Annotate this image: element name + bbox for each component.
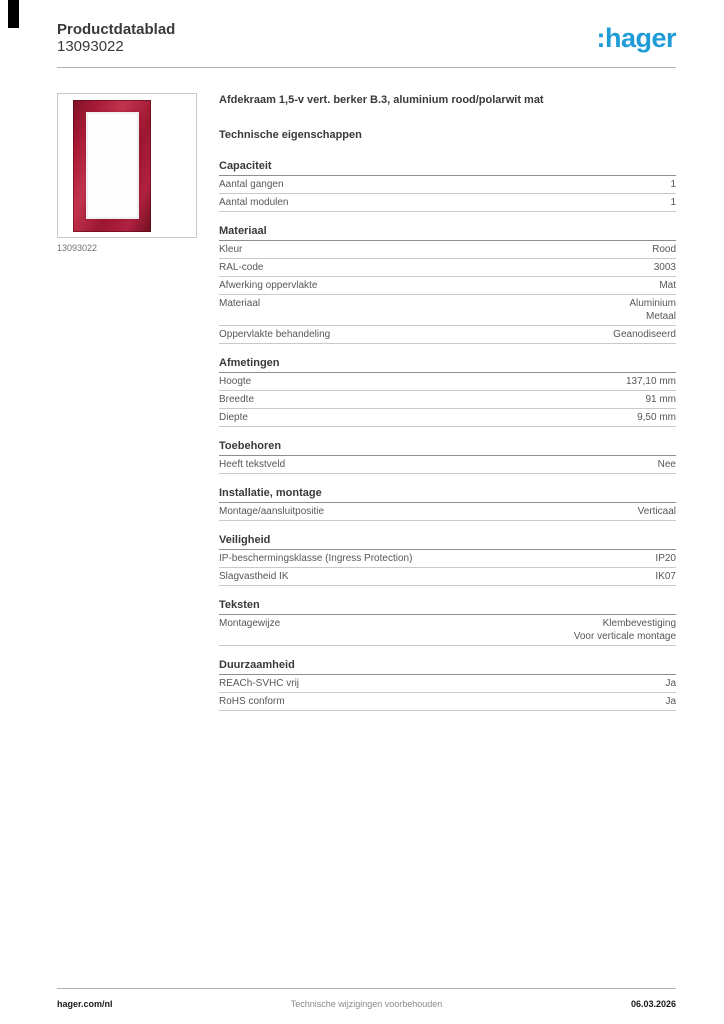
tech-properties-heading: Technische eigenschappen — [219, 129, 362, 141]
spec-section — [219, 659, 676, 711]
section-title: Toebehoren — [219, 440, 676, 456]
spec-section — [219, 440, 676, 474]
section-title: Installatie, montage — [219, 487, 676, 503]
product-title: Afdekraam 1,5-v vert. berker B.3, aluminium rood/polarwit mat — [219, 94, 544, 106]
spec-label: Heeft tekstveld — [219, 459, 286, 470]
spec-value-line: 1 — [670, 179, 676, 190]
spec-value-line: Nee — [657, 459, 676, 470]
spec-label: Materiaal — [219, 298, 261, 309]
print-registration-mark — [8, 0, 19, 28]
spec-value-line: 137,10 mm — [625, 376, 676, 387]
spec-row — [219, 503, 676, 521]
spec-row — [219, 615, 676, 646]
spec-value — [261, 375, 676, 388]
spec-section — [219, 534, 676, 586]
spec-label: Montage/aansluitpositie — [219, 506, 325, 517]
spec-row — [219, 176, 676, 194]
footer-divider — [57, 988, 676, 989]
spec-row — [219, 326, 676, 344]
spec-value — [327, 279, 676, 292]
page-header — [57, 21, 676, 55]
spec-value — [273, 261, 676, 274]
spec-row — [219, 675, 676, 693]
spec-label: REACh-SVHC vrij — [219, 678, 300, 689]
product-image — [57, 93, 197, 238]
spec-value — [252, 243, 676, 256]
spec-row — [219, 391, 676, 409]
spec-row — [219, 568, 676, 586]
spec-label: RAL-code — [219, 262, 264, 273]
spec-label: RoHS conform — [219, 696, 285, 707]
spec-sections — [219, 160, 676, 711]
spec-value-line: Ja — [665, 678, 676, 689]
section-title: Afmetingen — [219, 357, 676, 373]
spec-section — [219, 487, 676, 521]
footer-website: hager.com/nl — [57, 999, 113, 1009]
spec-value — [270, 297, 676, 323]
spec-row — [219, 693, 676, 711]
spec-value — [340, 328, 676, 341]
spec-section — [219, 357, 676, 427]
page-title: Productdatablad — [57, 21, 176, 38]
spec-row — [219, 259, 676, 277]
hager-logo: :hager — [596, 23, 676, 53]
spec-value-line: 9,50 mm — [637, 412, 676, 423]
spec-content — [219, 94, 676, 724]
spec-row — [219, 409, 676, 427]
spec-section — [219, 160, 676, 212]
spec-value — [309, 677, 676, 690]
spec-row — [219, 194, 676, 212]
section-title: Teksten — [219, 599, 676, 615]
red-cover-frame-photo — [73, 100, 151, 232]
spec-value-line: 3003 — [653, 262, 676, 273]
product-image-caption: 13093022 — [57, 243, 98, 253]
spec-row — [219, 373, 676, 391]
spec-label: Kleur — [219, 244, 243, 255]
spec-value — [299, 570, 677, 583]
spec-value — [422, 552, 676, 565]
section-title: Capaciteit — [219, 160, 676, 176]
spec-label: IP-beschermingsklasse (Ingress Protection) — [219, 553, 413, 564]
spec-label: Aantal gangen — [219, 179, 284, 190]
spec-value — [294, 178, 676, 191]
spec-label: Afwerking oppervlakte — [219, 280, 318, 291]
spec-label: Diepte — [219, 412, 248, 423]
spec-value — [299, 196, 677, 209]
spec-label: Hoogte — [219, 376, 252, 387]
spec-row — [219, 241, 676, 259]
spec-label: Breedte — [219, 394, 255, 405]
spec-row — [219, 277, 676, 295]
spec-section — [219, 599, 676, 646]
spec-value — [290, 617, 676, 643]
frame-inner-cutout — [86, 112, 139, 219]
spec-value-line: Rood — [652, 244, 676, 255]
section-title: Materiaal — [219, 225, 676, 241]
spec-value-line: IP20 — [655, 553, 676, 564]
spec-value-line: Ja — [665, 696, 676, 707]
product-code: 13093022 — [57, 38, 124, 55]
spec-label: Oppervlakte behandeling — [219, 329, 331, 340]
spec-value — [295, 695, 676, 708]
spec-value-line: Voor verticale montage — [573, 631, 676, 642]
spec-value-line: Aluminium — [629, 298, 676, 309]
spec-label: Slagvastheid IK — [219, 571, 289, 582]
spec-value-line: Geanodiseerd — [613, 329, 676, 340]
spec-section — [219, 225, 676, 344]
spec-row — [219, 550, 676, 568]
spec-value — [258, 411, 676, 424]
spec-value-line: 1 — [670, 197, 676, 208]
spec-value-line: Verticaal — [637, 506, 676, 517]
spec-value-line: Klembevestiging — [602, 618, 676, 629]
spec-value-line: Mat — [659, 280, 676, 291]
spec-label: Aantal modulen — [219, 197, 289, 208]
footer-date: 06.03.2026 — [630, 999, 676, 1009]
spec-label: Montagewijze — [219, 618, 281, 629]
spec-value — [334, 505, 676, 518]
spec-value-line: 91 mm — [645, 394, 676, 405]
section-title: Veiligheid — [219, 534, 676, 550]
spec-value-line: IK07 — [655, 571, 676, 582]
spec-value-line: Metaal — [645, 311, 676, 322]
footer-disclaimer: Technische wijzigingen voorbehouden — [290, 999, 443, 1009]
spec-row — [219, 456, 676, 474]
spec-value — [264, 393, 676, 406]
section-title: Duurzaamheid — [219, 659, 676, 675]
spec-row — [219, 295, 676, 326]
header-divider — [57, 67, 676, 68]
spec-value — [295, 458, 676, 471]
